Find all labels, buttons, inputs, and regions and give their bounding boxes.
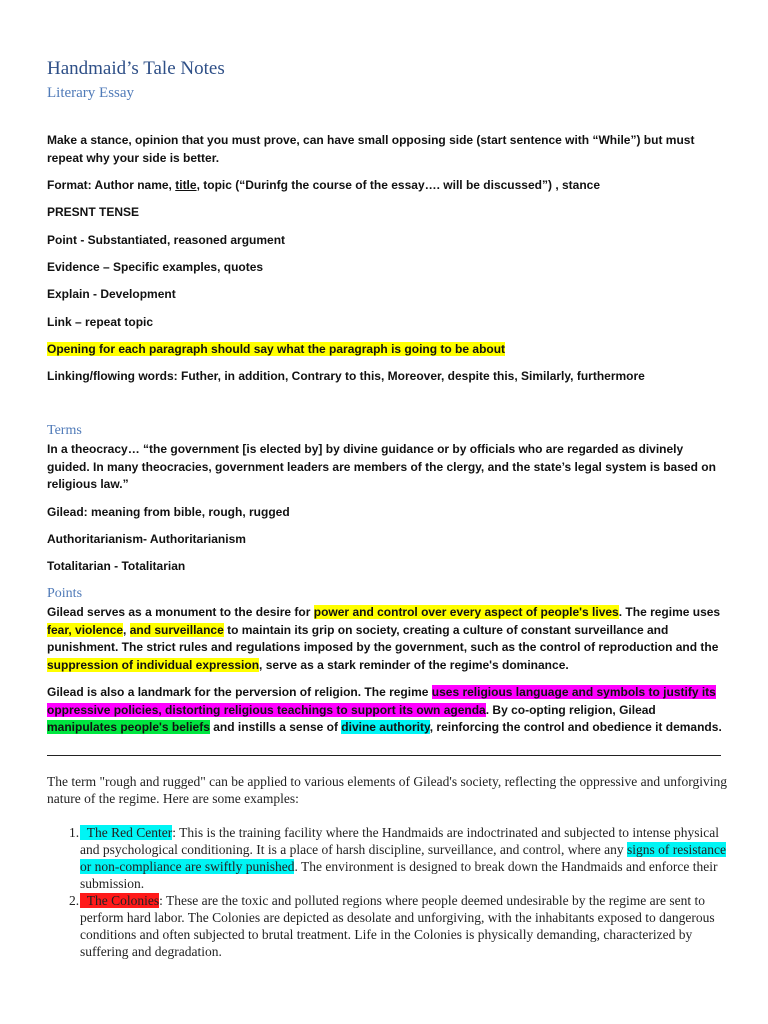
document-subtitle: Literary Essay	[47, 85, 135, 101]
linking-words: Linking/flowing words: Futher, in addition, Contrary to this, Moreover, despite this, Similarly, furthermore	[47, 369, 645, 383]
peel-explain: Explain - Development	[47, 287, 176, 301]
theocracy-definition: In a theocracy… “the government [is elected by] by divine guidance or by officials who are regarded as divinely guided. In many theocracies, government leaders are members of the clergy, and the state’s legal system is based on religious law.”	[47, 442, 716, 491]
peel-link: Link – repeat topic	[47, 315, 154, 329]
highlight-yellow: fear, violence	[47, 622, 124, 637]
list-item: 2. The Colonies: These are the toxic and polluted regions where people deemed undesirable by the regime are sent to perform hard labor. The Colonies are depicted as desolate and unforgiving, with the inhabitants exposed to dangerous conditions and often subjected to brutal treatment. Life in the Colonies is physically demanding, characterized by suffering and degradation.	[69, 893, 715, 959]
format-paragraph: Format: Author name, title, topic (“Durinfg the course of the essay…. will be discussed”) , stance	[47, 178, 601, 192]
highlight-cyan: The Red Center	[80, 825, 172, 840]
highlight-cyan: divine authority	[341, 720, 430, 734]
tense-note: PRESNT TENSE	[47, 205, 140, 219]
highlight-yellow: Opening for each paragraph should say what the paragraph is going to be about	[47, 342, 506, 356]
point-paragraph-2: Gilead is also a landmark for the perversion of religion. The regime uses religious language and symbols to justify its oppressive policies, distorting religious teachings to support its own agenda. By co-opting religion, Gilead manipulates people's beliefs and instills a sense of divine authority, reinforcing the control and obedience it demands.	[47, 685, 722, 734]
gilead-term: Gilead: meaning from bible, rough, rugged	[47, 505, 290, 519]
horizontal-divider	[47, 755, 721, 756]
opening-note	[47, 341, 727, 359]
peel-point: Point - Substantiated, reasoned argument	[47, 233, 286, 247]
totalitarian-term: Totalitarian - Totalitarian	[47, 559, 186, 573]
highlight-yellow: and surveillance	[129, 622, 224, 637]
points-heading: Points	[47, 586, 83, 601]
examples-list	[47, 824, 727, 960]
highlight-yellow: power and control over every aspect of people's lives	[313, 605, 619, 619]
title-underlined: title	[175, 178, 197, 192]
stance-paragraph: Make a stance, opinion that you must prove, can have small opposing side (start sentence with “While”) but must repeat why your side is better.	[47, 133, 695, 165]
list-item: 1. The Red Center: This is the training facility where the Handmaids are indoctrinated and subjected to intense physical and psychological conditioning. It is a place of harsh discipline, surveillance, and control, where any signs of resistance or non-compliance are swiftly punished. The environment is designed to break down the Handmaids and enforce their submission.	[69, 825, 726, 891]
authoritarian-term: Authoritarianism- Authoritarianism	[47, 532, 246, 546]
point-paragraph-1: Gilead serves as a monument to the desire for power and control over every aspect of people's lives. The regime uses fear, violence, and surveillance to maintain its grip on society, creating a culture of constant surveillance and punishment. The strict rules and regulations imposed by the government, such as the control of reproduction and the suppression of individual expression, serve as a stark reminder of the regime's dominance.	[47, 605, 721, 672]
peel-evidence: Evidence – Specific examples, quotes	[47, 260, 264, 274]
highlight-yellow: suppression of individual expression	[47, 657, 260, 672]
highlight-red: The Colonies	[80, 893, 159, 908]
terms-heading: Terms	[47, 423, 82, 438]
document-title: Handmaid’s Tale Notes	[47, 58, 225, 79]
highlight-green: manipulates people's beliefs	[47, 720, 210, 734]
rough-intro: The term "rough and rugged" can be applied to various elements of Gilead's society, reflecting the oppressive and unforgiving nature of the regime. Here are some examples:	[47, 774, 728, 806]
highlight-cyan: signs of resistance or non-compliance are swiftly punished	[80, 842, 726, 874]
highlight-magenta: uses religious language and symbols to justify its oppressive policies, distorting religious teachings to support its own agenda	[47, 685, 716, 717]
